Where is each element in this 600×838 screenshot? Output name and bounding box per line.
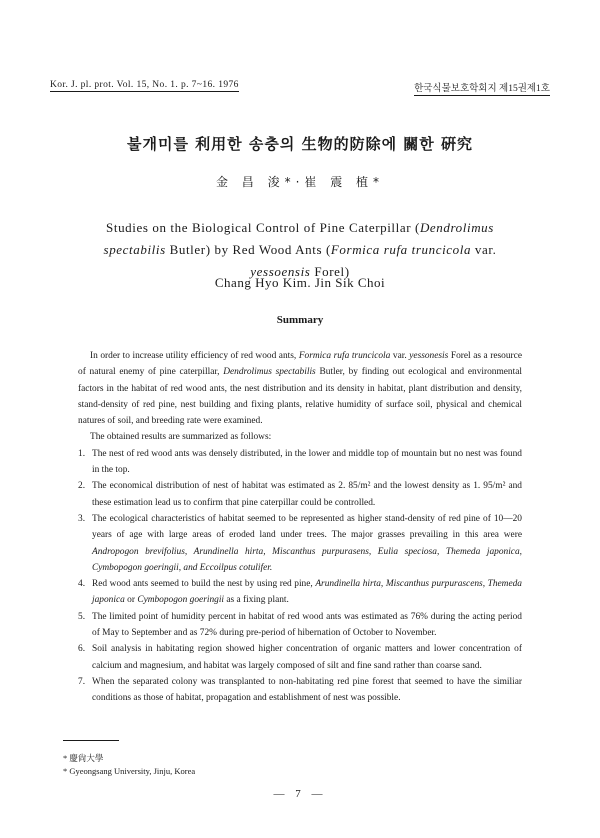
result-text-segment: The limited point of humidity percent in habitat of red wood ants was estimated as 76% during the acting period of May to September and as 72% during pre-period of hibernation of October to November. xyxy=(92,611,522,639)
summary-body xyxy=(78,348,522,707)
result-item xyxy=(78,609,522,642)
result-text-segment: as a fixing plant. xyxy=(224,595,289,606)
result-number: 6. xyxy=(78,644,86,655)
intro-paragraph-segment: yessonesis xyxy=(409,351,449,361)
intro-paragraph-segment: Dendrolimus spectabilis xyxy=(223,367,316,378)
result-number: 3. xyxy=(78,513,86,524)
result-text-segment: When the separated colony was transplanted to non-habitating red pine forest that seemed to have the similiar conditions as those of habitat, propagation and establishment of nest was possible. xyxy=(92,676,522,704)
title-english-segment: Forel) xyxy=(310,264,350,279)
title-english xyxy=(78,217,522,283)
title-english-segment: Studies on the Biological Control of Pine Caterpillar ( xyxy=(106,220,420,235)
intro-paragraph xyxy=(78,348,522,429)
intro-paragraph-segment: Forel as a resource of natural enemy of pine caterpillar, xyxy=(78,351,523,378)
result-item xyxy=(78,641,522,674)
result-text-segment: The ecological characteristics of habitat seemed to be represented as higher stand-density of red pine of 10—20 years of age with large areas of eroded land under trees. The major grasses prevailing in this area were xyxy=(92,513,522,541)
journal-name-korean: 한국식물보호학회지 제15권제1호 xyxy=(414,80,550,96)
result-text-segment: The economical distribution of nest of habitat was estimated as 2. 85/m² and the lowest density as 1. 95/m² and these estimation lead us to confirm that pine caterpillar could be controlled. xyxy=(92,481,522,508)
result-item xyxy=(78,446,522,479)
result-text-segment: Cymbopogon goeringii xyxy=(137,595,225,606)
intro-paragraph-segment: Butler, by finding out ecological and environmental factors in the habitat of red wood ants, the nest distribution and its density in habitat, plant distribution and density, stand-density of red pine, nest building and fixing plants, relative humidity of surface soil, physical and chemical natures of soil, and breeding rate were examined. xyxy=(78,367,522,427)
summary-heading: Summary xyxy=(276,314,324,326)
results-intro: The obtained results are summarized as follows: xyxy=(90,432,272,443)
authors-cjk: 金 昌 浚*·崔 震 植* xyxy=(215,175,385,189)
result-text-segment: Soil analysis in habitating region showed higher concentration of organic matters and lower concentration of calcium and magnesium, and habitat was largely composed of silt and fine sand rather than coarse sand. xyxy=(92,644,522,671)
result-text-segment: Red wood ants seemed to build the nest by using red pine, xyxy=(92,579,316,590)
title-english-segment: var. xyxy=(471,242,497,257)
result-number: 1. xyxy=(78,448,86,459)
title-english-segment: Formica rufa truncicola xyxy=(330,242,472,257)
result-text-segment: or xyxy=(124,595,138,606)
result-item xyxy=(78,674,522,707)
running-header xyxy=(50,80,550,98)
journal-citation: Kor. J. pl. prot. Vol. 15, No. 1. p. 7~16. 1976 xyxy=(50,80,239,90)
result-item xyxy=(78,511,522,576)
result-text-segment: The nest of red wood ants was densely distributed, in the lower and middle top of mountain but no nest was found in the top. xyxy=(92,448,522,476)
result-text-segment: Andropogon brevifolius, Arundinella hirta, Miscanthus purpurasens, Eulia speciosa, Themeda japonica, Cymbopogon goeringii, and Eccoilpus cotulifer. xyxy=(92,546,522,573)
result-number: 7. xyxy=(78,676,86,687)
title-english-segment: Dendrolimus spectabilis xyxy=(103,220,494,257)
footnote-affiliation-english: * Gyeongsang University, Jinju, Korea xyxy=(63,766,196,776)
result-number: 5. xyxy=(78,611,86,622)
result-item xyxy=(78,478,522,511)
page-number: — 7 — xyxy=(273,788,327,800)
intro-paragraph-segment: In order to increase utility efficiency of red wood ants, xyxy=(90,351,299,361)
result-number: 2. xyxy=(78,481,86,492)
footnote-affiliation-korean: * 慶尙大學 xyxy=(63,753,104,763)
result-number: 4. xyxy=(78,579,86,590)
title-english-segment: Butler) by Red Wood Ants ( xyxy=(165,242,331,257)
footnote-divider xyxy=(63,740,119,741)
results-list xyxy=(78,446,522,707)
result-item xyxy=(78,576,522,609)
title-korean: 불개미를 利用한 송충의 生物的防除에 關한 硏究 xyxy=(126,135,473,153)
intro-paragraph-segment: Formica rufa truncicola xyxy=(298,351,391,361)
footnotes xyxy=(63,752,195,778)
intro-paragraph-segment: var. xyxy=(390,351,410,361)
title-english-segment: yessoensis xyxy=(250,264,311,279)
result-text-segment: Arundinella hirta, Miscanthus purpurascens, Themeda japonica xyxy=(92,579,522,606)
authors-english: Chang Hyo Kim. Jin Sik Choi xyxy=(214,275,386,290)
